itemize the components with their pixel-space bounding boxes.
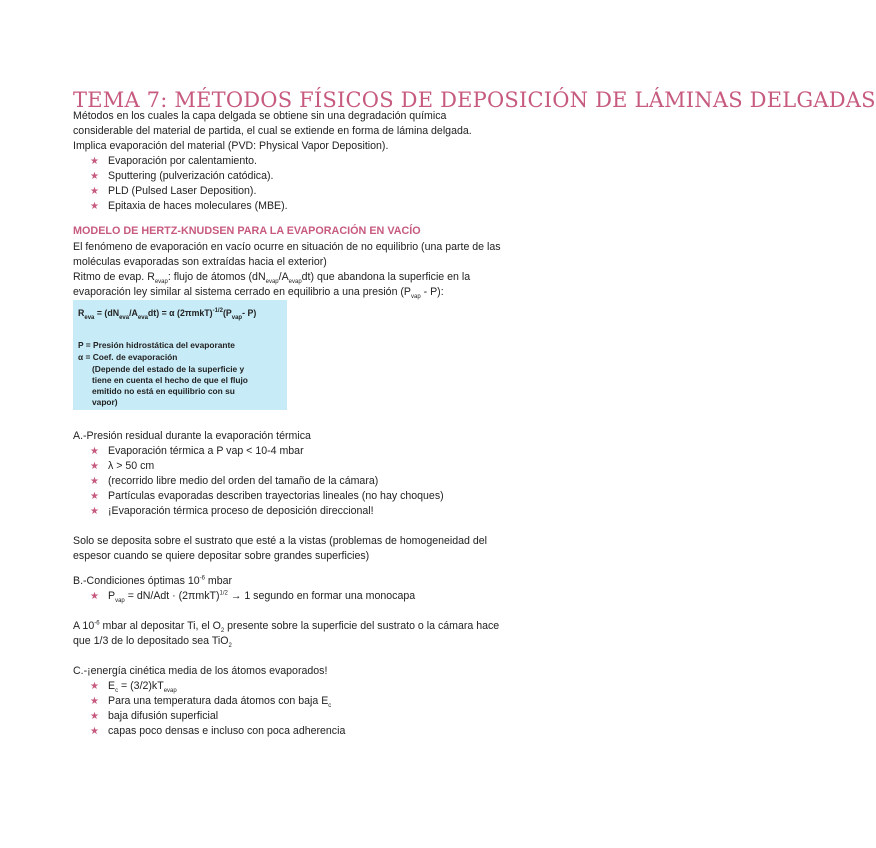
- star-bullet-icon: ★: [90, 446, 99, 457]
- page-title: TEMA 7: MÉTODOS FÍSICOS DE DEPOSICIÓN DE LÁMINAS DELGADAS: [73, 88, 876, 113]
- star-bullet-icon: ★: [90, 156, 99, 167]
- star-bullet-icon: ★: [90, 491, 99, 502]
- list-item: ★ ¡Evaporación térmica proceso de deposición direccional!: [90, 505, 374, 517]
- substrate-paragraph: Solo se deposita sobre el sustrato que esté a la vistas (problemas de homogeneidad del espesor cuando se quiere depositar sobre grandes superficies): [73, 535, 487, 562]
- star-bullet-icon: ★: [90, 186, 99, 197]
- section-b-heading: B.-Condiciones óptimas $10^{-6}$ mbar: [73, 575, 233, 587]
- section-heading: MODELO DE HERTZ-KNUDSEN PARA LA EVAPORACIÓN EN VACÍO: [73, 225, 421, 237]
- list-item: ★ Partículas evaporadas describen trayectorias lineales (no hay choques): [90, 490, 444, 502]
- alpha-note: vapor): [92, 397, 118, 407]
- list-item: ★ Sputtering (pulverización catódica).: [90, 170, 274, 182]
- pressure-definition: P = Presión hidrostática del evaporante: [78, 340, 235, 350]
- list-item: ★ baja difusión superficial: [90, 710, 219, 722]
- evaporation-rate-equation: $R_{eva} = (dN_{eva}/A_{eva}dt) = \alpha$ $(2\pi mkT)^{-1/2}(P_{vap}-$ P): [78, 308, 257, 321]
- alpha-note: emitido no está en equilibrio con su: [92, 386, 235, 396]
- intro-line: Métodos en los cuales la capa delgada se obtiene sin una degradación química: [73, 110, 447, 122]
- star-bullet-icon: ★: [90, 201, 99, 212]
- list-item: ★ Evaporación por calentamiento.: [90, 155, 257, 167]
- list-item: ★ $P_{vap} = dN/Adt \cdot (2\pi mkT)^{1/2} \to 1$ segundo en formar una monocapa: [90, 590, 416, 605]
- star-bullet-icon: ★: [90, 461, 99, 472]
- star-bullet-icon: ★: [90, 506, 99, 517]
- list-item: ★ Evaporación térmica a P vap < 10-4 mbar: [90, 445, 304, 457]
- section-a-heading: A.-Presión residual durante la evaporación térmica: [73, 430, 311, 442]
- star-bullet-icon: ★: [90, 696, 99, 707]
- list-item: ★ PLD (Pulsed Laser Deposition).: [90, 185, 257, 197]
- alpha-definition: α = Coef. de evaporación: [78, 352, 178, 362]
- list-item: ★ (recorrido libre medio del orden del tamaño de la cámara): [90, 475, 379, 487]
- titanium-paragraph: A $10^{-6}$ mbar al depositar Ti, el $O_2$ presente sobre la superficie del sustrato o la cámara hace que 1/3 de lo depositado sea TiO$_2$: [73, 620, 500, 650]
- alpha-note: tiene en cuenta el hecho de que el flujo: [92, 375, 248, 385]
- alpha-note: (Depende del estado de la superficie y: [92, 364, 245, 374]
- list-item: ★ λ > 50 cm: [90, 460, 155, 472]
- star-bullet-icon: ★: [90, 476, 99, 487]
- section-c-heading: C.-¡energía cinética media de los átomos evaporados!: [73, 665, 328, 677]
- hertz-paragraph: El fenómeno de evaporación en vacío ocurre en situación de no equilibrio (una parte de las moléculas evaporadas son extraídas hacia el exterior) Ritmo de evap. $R_{evap}$: flujo de átomos $(dN_{evap}/A_{evap}dt)$ que abandona la superficie en la evaporación ley similar al sistema cerrado en equilibrio a una presión $(P_{vap} - P)$:: [73, 241, 501, 301]
- list-item: ★ Epitaxia de haces moleculares (MBE).: [90, 200, 288, 212]
- list-item: ★ Para una temperatura dada átomos con baja $E_c$: [90, 695, 332, 710]
- list-item: ★ $E_c = (3/2)kT_{evap}$: [90, 680, 177, 695]
- intro-paragraph: [73, 109, 527, 154]
- intro-line: Implica evaporación del material (PVD: Physical Vapor Deposition).: [73, 140, 389, 152]
- list-item: ★ capas poco densas e incluso con poca adherencia: [90, 725, 346, 737]
- star-bullet-icon: ★: [90, 171, 99, 182]
- formula-box: [73, 300, 287, 410]
- star-bullet-icon: ★: [90, 726, 99, 737]
- star-bullet-icon: ★: [90, 711, 99, 722]
- star-bullet-icon: ★: [90, 591, 99, 602]
- intro-line: considerable del material de partida, el cual se extiende en forma de lámina delgada.: [73, 125, 472, 137]
- star-bullet-icon: ★: [90, 681, 99, 692]
